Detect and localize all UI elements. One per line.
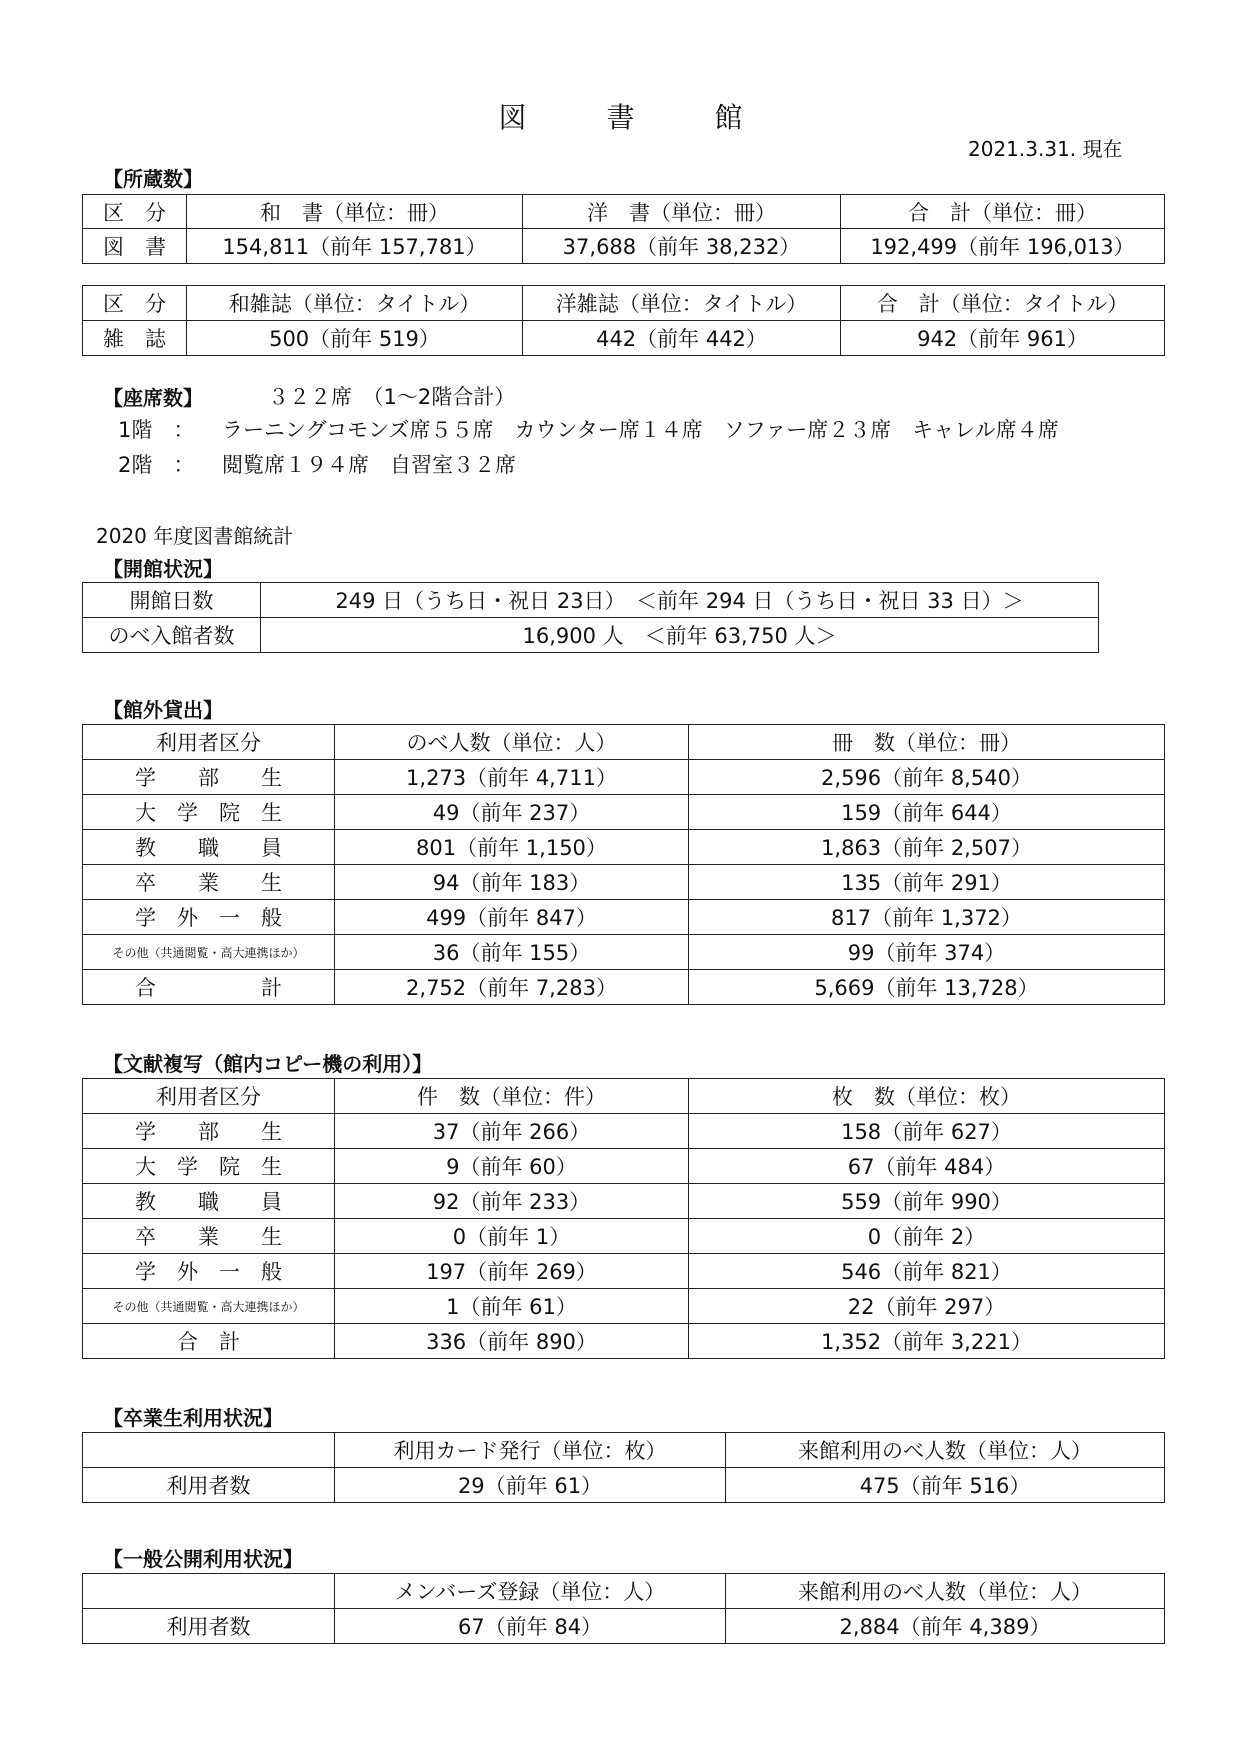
table-row [83,935,1165,970]
table-cell: 2,596（前年 8,540） [689,760,1165,795]
table-header-row [83,1079,1165,1114]
table-cell: 559（前年 990） [689,1184,1165,1219]
table-cell: 49（前年 237） [335,795,689,830]
table-cell: 5,669（前年 13,728） [689,970,1165,1005]
table-cell: 36（前年 155） [335,935,689,970]
header-cell: 冊 数（単位：冊） [689,725,1165,760]
table-cell: 学 外 一 般 [83,1254,335,1289]
seats-total: ３２２席 （1～2階合計） [268,385,516,409]
header-cell: 和 書（単位：冊） [187,195,523,229]
header-cell: 区 分 [83,286,187,321]
table-cell: その他（共通閲覧・高大連携ほか） [83,935,335,970]
table-cell: 学 部 生 [83,760,335,795]
header-cell: のべ人数（単位：人） [335,725,689,760]
header-cell: 来館利用のべ人数（単位：人） [726,1574,1165,1609]
table-row [83,795,1165,830]
books-table [82,194,1165,264]
table-cell: 192,499（前年 196,013） [841,229,1165,264]
table-cell: 500（前年 519） [187,321,523,356]
page-title: 図 書 館 [498,101,769,134]
table-cell: 2,884（前年 4,389） [726,1609,1165,1644]
table-cell: 197（前年 269） [335,1254,689,1289]
table-cell: 1,863（前年 2,507） [689,830,1165,865]
table-cell: 1,352（前年 3,221） [689,1324,1165,1359]
table-cell: 卒 業 生 [83,1219,335,1254]
header-cell [83,1574,335,1609]
table-cell: 卒 業 生 [83,865,335,900]
table-cell: 教 職 員 [83,830,335,865]
table-row [83,229,1165,264]
table-cell: 67（前年 484） [689,1149,1165,1184]
table-row [83,618,1099,653]
table-cell: 学 外 一 般 [83,900,335,935]
table-cell: 0（前年 1） [335,1219,689,1254]
header-cell: 来館利用のべ人数（単位：人） [726,1433,1165,1468]
seats-heading: 【座席数】 [103,386,203,410]
public-heading: 【一般公開利用状況】 [103,1547,303,1571]
journals-table [82,285,1165,356]
table-cell: 475（前年 516） [726,1468,1165,1503]
table-cell: 教 職 員 [83,1184,335,1219]
table-row [83,1254,1165,1289]
lending-heading: 【館外貸出】 [103,698,223,722]
table-cell: 1（前年 61） [335,1289,689,1324]
table-row [83,865,1165,900]
table-row [83,760,1165,795]
table-row [83,1289,1165,1324]
alumni-table [82,1432,1165,1503]
header-cell: 利用カード発行（単位：枚） [335,1433,726,1468]
table-cell: 0（前年 2） [689,1219,1165,1254]
header-cell: 洋雑誌（単位：タイトル） [523,286,841,321]
table-cell: 92（前年 233） [335,1184,689,1219]
header-cell: 和雑誌（単位：タイトル） [187,286,523,321]
header-cell: 合 計（単位：タイトル） [841,286,1165,321]
table-cell: 817（前年 1,372） [689,900,1165,935]
table-cell: 442（前年 442） [523,321,841,356]
opening-table [82,582,1099,653]
table-cell: 大 学 院 生 [83,1149,335,1184]
table-row [83,830,1165,865]
table-cell: 135（前年 291） [689,865,1165,900]
table-row [83,970,1165,1005]
table-cell: 37,688（前年 38,232） [523,229,841,264]
table-cell: 図 書 [83,229,187,264]
table-cell: 67（前年 84） [335,1609,726,1644]
table-row [83,1219,1165,1254]
header-cell: 合 計（単位：冊） [841,195,1165,229]
table-cell: 499（前年 847） [335,900,689,935]
table-cell: 雑 誌 [83,321,187,356]
header-cell: 区 分 [83,195,187,229]
table-cell: 336（前年 890） [335,1324,689,1359]
table-cell: 249 日（うち日・祝日 23日） ＜前年 294 日（うち日・祝日 33 日）＞ [261,583,1099,618]
table-cell: 94（前年 183） [335,865,689,900]
table-row [83,1324,1165,1359]
copying-heading: 【文献複写（館内コピー機の利用）】 [103,1052,433,1076]
floor1-label: 1階 ： [118,418,195,442]
table-row [83,1149,1165,1184]
table-cell: 2,752（前年 7,283） [335,970,689,1005]
table-header-row [83,725,1165,760]
table-cell: 546（前年 821） [689,1254,1165,1289]
table-row [83,1114,1165,1149]
table-cell: 22（前年 297） [689,1289,1165,1324]
table-cell: 16,900 人 ＜前年 63,750 人＞ [261,618,1099,653]
public-table [82,1573,1165,1644]
header-cell: 利用者区分 [83,1079,335,1114]
table-header-row [83,1433,1165,1468]
stats-title: 2020 年度図書館統計 [96,524,294,548]
lending-table [82,724,1165,1005]
table-cell: 開館日数 [83,583,261,618]
floor2-label: 2階 ： [118,453,195,477]
table-cell: 利用者数 [83,1468,335,1503]
table-cell: 大 学 院 生 [83,795,335,830]
header-cell: 洋 書（単位：冊） [523,195,841,229]
table-row [83,900,1165,935]
table-row [83,583,1099,618]
table-row [83,321,1165,356]
table-cell: 合 計 [83,970,335,1005]
table-row [83,1184,1165,1219]
table-cell: 1,273（前年 4,711） [335,760,689,795]
header-cell: 件 数（単位：件） [335,1079,689,1114]
table-cell: 159（前年 644） [689,795,1165,830]
opening-heading: 【開館状況】 [103,557,223,581]
copying-table [82,1078,1165,1359]
table-cell: 154,811（前年 157,781） [187,229,523,264]
table-cell: 合 計 [83,1324,335,1359]
table-header-row [83,195,1165,229]
as-of-date: 2021.3.31. 現在 [968,137,1123,161]
table-cell: 158（前年 627） [689,1114,1165,1149]
table-cell: その他（共通閲覧・高大連携ほか） [83,1289,335,1324]
table-header-row [83,286,1165,321]
floor2-seats: 閲覧席１９４席 自習室３２席 [222,453,516,477]
table-header-row [83,1574,1165,1609]
table-cell: 942（前年 961） [841,321,1165,356]
alumni-heading: 【卒業生利用状況】 [103,1406,283,1430]
holdings-heading: 【所蔵数】 [103,167,203,191]
header-cell: 枚 数（単位：枚） [689,1079,1165,1114]
table-cell: 利用者数 [83,1609,335,1644]
floor1-seats: ラーニングコモンズ席５５席 カウンター席１４席 ソファー席２３席 キャレル席４席 [222,418,1059,442]
table-cell: 29（前年 61） [335,1468,726,1503]
table-cell: 学 部 生 [83,1114,335,1149]
header-cell [83,1433,335,1468]
header-cell: 利用者区分 [83,725,335,760]
table-cell: 801（前年 1,150） [335,830,689,865]
table-cell: 99（前年 374） [689,935,1165,970]
table-cell: 37（前年 266） [335,1114,689,1149]
table-row [83,1468,1165,1503]
header-cell: メンバーズ登録（単位：人） [335,1574,726,1609]
table-row [83,1609,1165,1644]
table-cell: 9（前年 60） [335,1149,689,1184]
table-cell: のべ入館者数 [83,618,261,653]
